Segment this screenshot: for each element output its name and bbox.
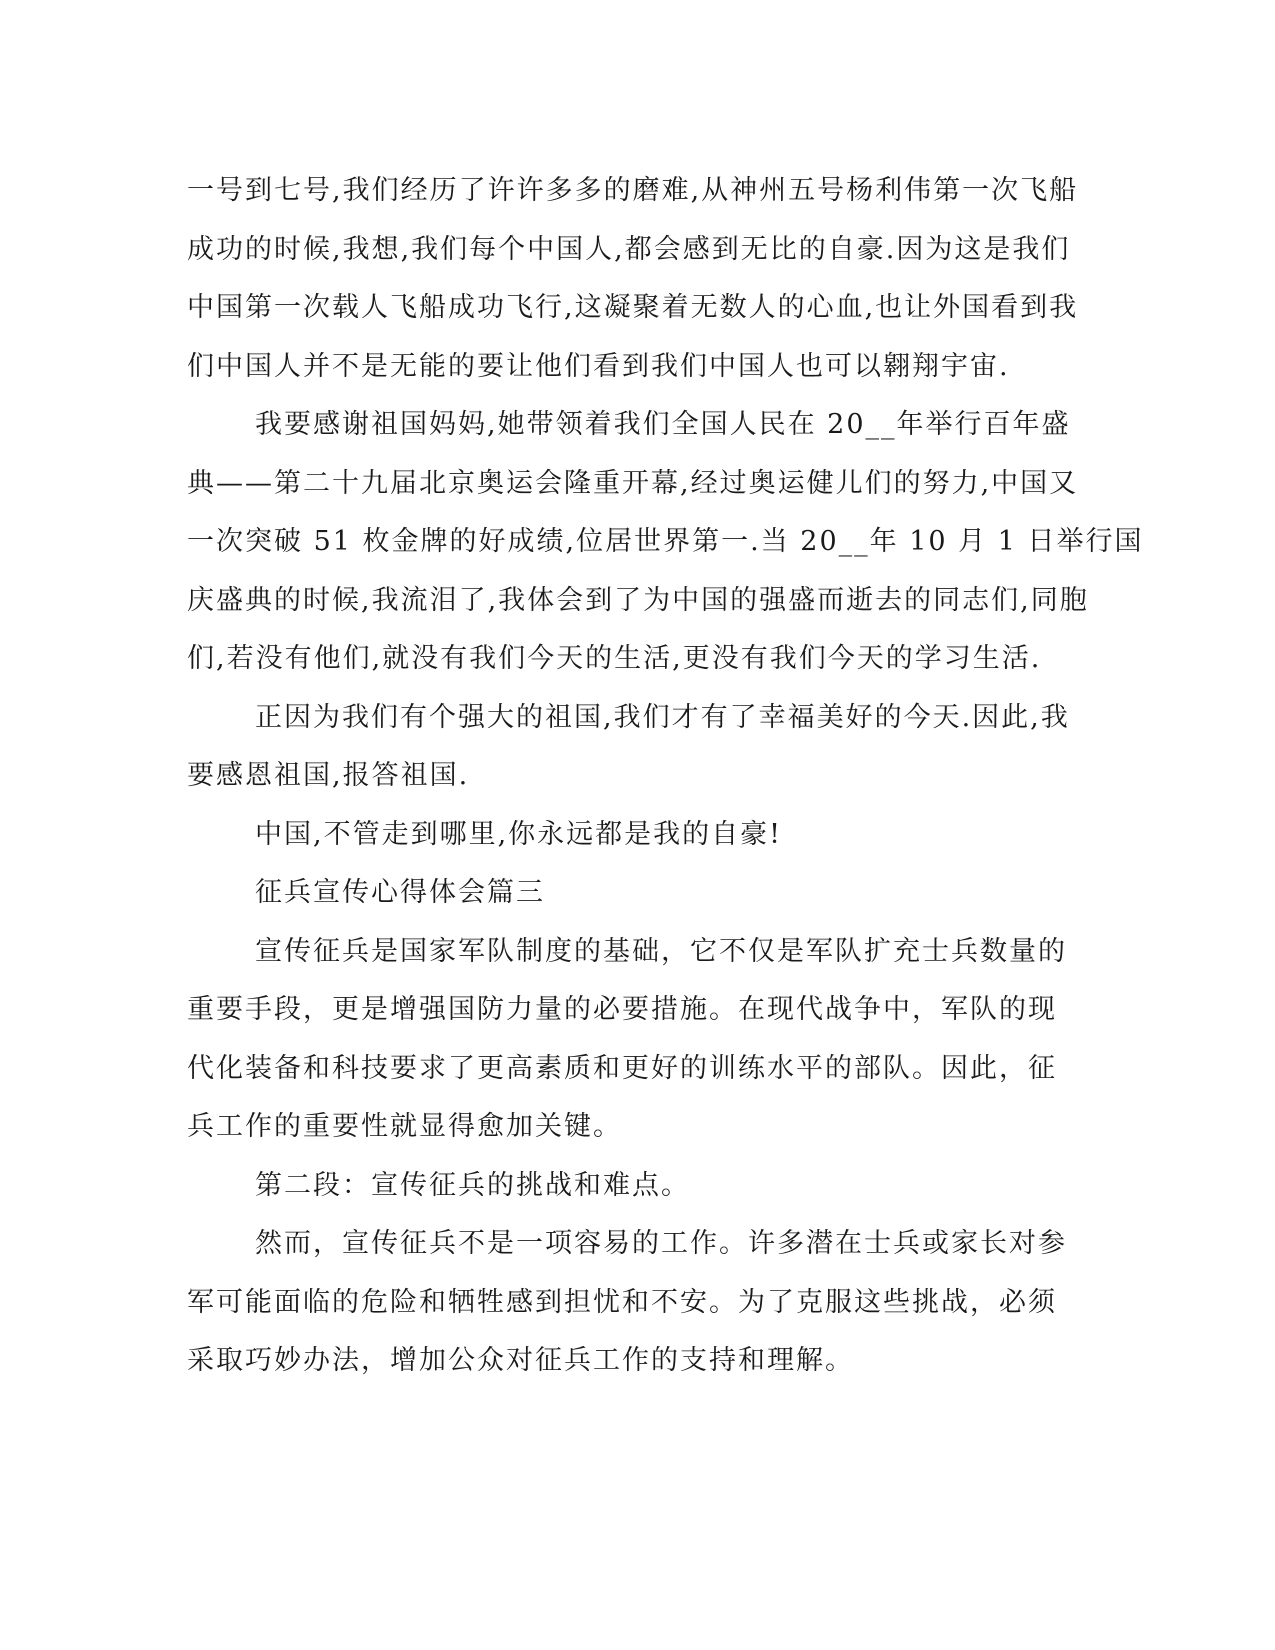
text-line: 中国,不管走到哪里,你永远都是我的自豪! — [255, 818, 783, 850]
text-line: 兵工作的重要性就显得愈加关键。 — [187, 1111, 622, 1142]
text-line: 宣传征兵是国家军队制度的基础，它不仅是军队扩充士兵数量的 — [255, 935, 1067, 967]
text-line: 然而，宣传征兵不是一项容易的工作。许多潜在士兵或家长对参 — [255, 1228, 1067, 1259]
document-body — [187, 162, 1144, 1391]
text-line: 我要感谢祖国妈妈,她带领着我们全国人民在 20__年举行百年盛 — [255, 409, 1071, 440]
text-line: 正因为我们有个强大的祖国,我们才有了幸福美好的今天.因此,我 — [255, 701, 1070, 733]
text-line: 们中国人并不是无能的要让他们看到我们中国人也可以翱翔宇宙. — [187, 350, 1010, 382]
text-line: 军可能面临的危险和牺牲感到担忧和不安。为了克服这些挑战，必须 — [187, 1286, 1057, 1318]
text-line: 们,若没有他们,就没有我们今天的生活,更没有我们今天的学习生活. — [187, 643, 1042, 674]
text-line: 中国第一次载人飞船成功飞行,这凝聚着无数人的心血,也让外国看到我 — [187, 292, 1079, 323]
text-line: 一次突破 51 枚金牌的好成绩,位居世界第一.当 20__年 10 月 1 日举行国 — [187, 526, 1144, 557]
text-line: 要感恩祖国,报答祖国. — [187, 760, 470, 791]
paragraph-heading: 第二段：宣传征兵的挑战和难点。 — [255, 1169, 690, 1201]
text-line: 一号到七号,我们经历了许许多多的磨难,从神州五号杨利伟第一次飞船 — [187, 175, 1079, 206]
text-line: 庆盛典的时候,我流泪了,我体会到了为中国的强盛而逝去的同志们,同胞 — [187, 584, 1089, 616]
text-line: 代化装备和科技要求了更高素质和更好的训练水平的部队。因此，征 — [187, 1052, 1057, 1084]
text-line: 采取巧妙办法，增加公众对征兵工作的支持和理解。 — [187, 1345, 854, 1376]
text-line: 重要手段，更是增强国防力量的必要措施。在现代战争中，军队的现 — [187, 994, 1057, 1025]
text-line: 典——第二十九届北京奥运会隆重开幕,经过奥运健儿们的努力,中国又 — [187, 467, 1079, 499]
section-title: 征兵宣传心得体会篇三 — [255, 877, 545, 908]
text-line: 成功的时候,我想,我们每个中国人,都会感到无比的自豪.因为这是我们 — [187, 233, 1071, 265]
